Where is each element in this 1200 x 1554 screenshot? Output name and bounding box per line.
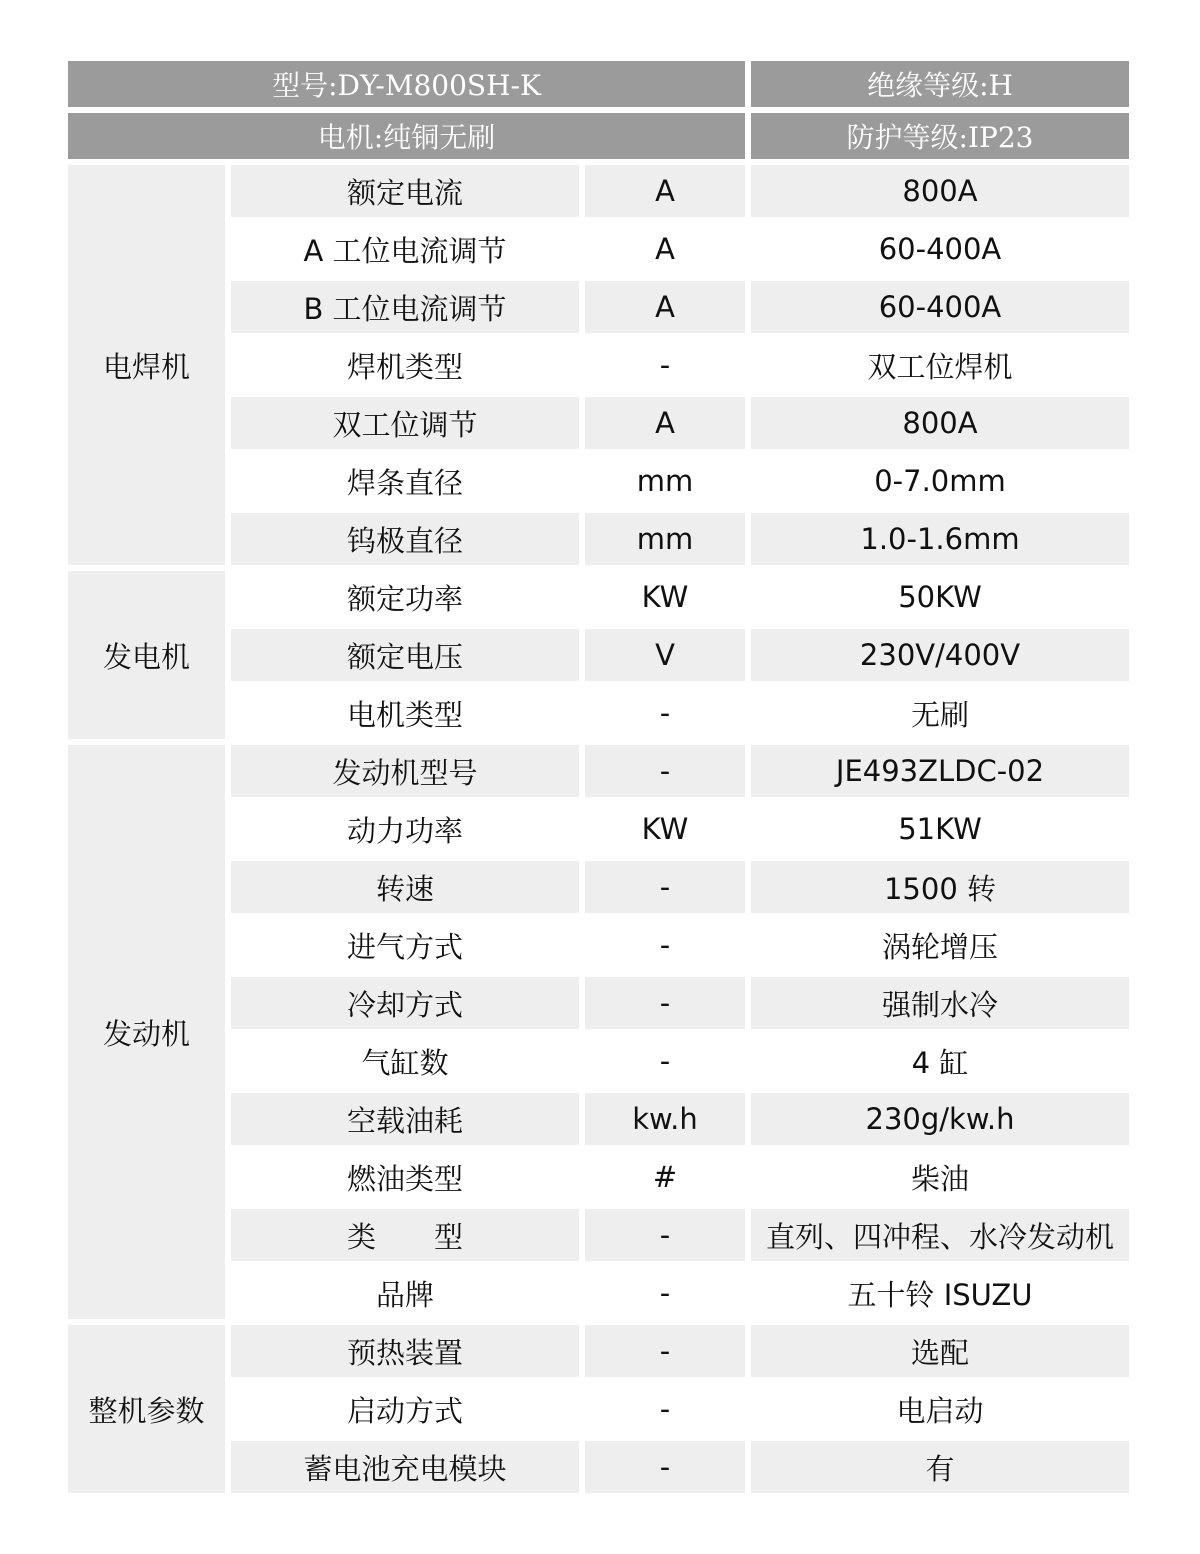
model-cell: 型号:DY-M800SH-K: [68, 61, 745, 107]
spec-row: [68, 1151, 1129, 1203]
value-cell: 4 缸: [751, 1035, 1129, 1087]
unit-cell: A: [585, 223, 745, 275]
spec-row: [68, 745, 1129, 797]
value-cell: 0-7.0mm: [751, 455, 1129, 507]
insulation-cell: 绝缘等级:H: [751, 61, 1129, 107]
param-cell: 空载油耗: [231, 1093, 579, 1145]
unit-cell: -: [585, 861, 745, 913]
spec-row: [68, 803, 1129, 855]
param-cell: 焊条直径: [231, 455, 579, 507]
param-cell: 冷却方式: [231, 977, 579, 1029]
unit-cell: -: [585, 687, 745, 739]
value-cell: 51KW: [751, 803, 1129, 855]
value-cell: 选配: [751, 1325, 1129, 1377]
value-cell: 50KW: [751, 571, 1129, 623]
group-label: 发电机: [68, 571, 225, 739]
param-cell: 额定功率: [231, 571, 579, 623]
param-cell: 焊机类型: [231, 339, 579, 391]
unit-cell: V: [585, 629, 745, 681]
unit-cell: #: [585, 1151, 745, 1203]
unit-cell: -: [585, 977, 745, 1029]
spec-row: [68, 687, 1129, 739]
motor-cell: 电机:纯铜无刷: [68, 113, 745, 159]
spec-row: [68, 919, 1129, 971]
unit-cell: -: [585, 1035, 745, 1087]
value-cell: 230V/400V: [751, 629, 1129, 681]
spec-row: [68, 339, 1129, 391]
unit-cell: kw.h: [585, 1093, 745, 1145]
unit-cell: -: [585, 1441, 745, 1493]
unit-cell: -: [585, 1383, 745, 1435]
value-cell: 1500 转: [751, 861, 1129, 913]
value-cell: 无刷: [751, 687, 1129, 739]
spec-row: [68, 1035, 1129, 1087]
spec-table-body: [68, 61, 1129, 1493]
spec-row: [68, 281, 1129, 333]
unit-cell: A: [585, 281, 745, 333]
spec-row: [68, 571, 1129, 623]
protection-cell: 防护等级:IP23: [751, 113, 1129, 159]
spec-row: [68, 861, 1129, 913]
param-cell: 转速: [231, 861, 579, 913]
spec-row: [68, 223, 1129, 275]
unit-cell: A: [585, 165, 745, 217]
spec-row: [68, 1325, 1129, 1377]
param-cell: 发动机型号: [231, 745, 579, 797]
value-cell: 五十铃 ISUZU: [751, 1267, 1129, 1319]
unit-cell: mm: [585, 513, 745, 565]
group-label: 整机参数: [68, 1325, 225, 1493]
group-label: 电焊机: [68, 165, 225, 565]
value-cell: JE493ZLDC-02: [751, 745, 1129, 797]
param-cell: 动力功率: [231, 803, 579, 855]
unit-cell: A: [585, 397, 745, 449]
param-cell: 品牌: [231, 1267, 579, 1319]
param-cell: 蓄电池充电模块: [231, 1441, 579, 1493]
spec-row: [68, 513, 1129, 565]
param-cell: 进气方式: [231, 919, 579, 971]
unit-cell: mm: [585, 455, 745, 507]
param-cell: 额定电压: [231, 629, 579, 681]
param-cell: 气缸数: [231, 1035, 579, 1087]
unit-cell: KW: [585, 571, 745, 623]
value-cell: 有: [751, 1441, 1129, 1493]
unit-cell: -: [585, 1267, 745, 1319]
param-cell: 双工位调节: [231, 397, 579, 449]
value-cell: 柴油: [751, 1151, 1129, 1203]
value-cell: 800A: [751, 397, 1129, 449]
spec-row: [68, 1267, 1129, 1319]
param-cell: 电机类型: [231, 687, 579, 739]
value-cell: 1.0-1.6mm: [751, 513, 1129, 565]
value-cell: 涡轮增压: [751, 919, 1129, 971]
param-cell: 预热装置: [231, 1325, 579, 1377]
param-cell: 类 型: [231, 1209, 579, 1261]
spec-row: [68, 1383, 1129, 1435]
param-cell: A 工位电流调节: [231, 223, 579, 275]
spec-row: [68, 1209, 1129, 1261]
header-row-1: [68, 61, 1129, 107]
spec-row: [68, 1441, 1129, 1493]
value-cell: 双工位焊机: [751, 339, 1129, 391]
group-label: 发动机: [68, 745, 225, 1319]
value-cell: 电启动: [751, 1383, 1129, 1435]
value-cell: 230g/kw.h: [751, 1093, 1129, 1145]
value-cell: 800A: [751, 165, 1129, 217]
unit-cell: -: [585, 1209, 745, 1261]
spec-row: [68, 165, 1129, 217]
unit-cell: -: [585, 745, 745, 797]
param-cell: 启动方式: [231, 1383, 579, 1435]
spec-row: [68, 397, 1129, 449]
spec-row: [68, 1093, 1129, 1145]
value-cell: 60-400A: [751, 223, 1129, 275]
param-cell: 钨极直径: [231, 513, 579, 565]
unit-cell: -: [585, 919, 745, 971]
spec-row: [68, 455, 1129, 507]
unit-cell: -: [585, 1325, 745, 1377]
value-cell: 60-400A: [751, 281, 1129, 333]
unit-cell: -: [585, 339, 745, 391]
value-cell: 强制水冷: [751, 977, 1129, 1029]
value-cell: 直列、四冲程、水冷发动机: [751, 1209, 1129, 1261]
param-cell: 燃油类型: [231, 1151, 579, 1203]
spec-row: [68, 977, 1129, 1029]
spec-table: [62, 55, 1135, 1499]
unit-cell: KW: [585, 803, 745, 855]
header-row-2: [68, 113, 1129, 159]
spec-row: [68, 629, 1129, 681]
param-cell: 额定电流: [231, 165, 579, 217]
param-cell: B 工位电流调节: [231, 281, 579, 333]
